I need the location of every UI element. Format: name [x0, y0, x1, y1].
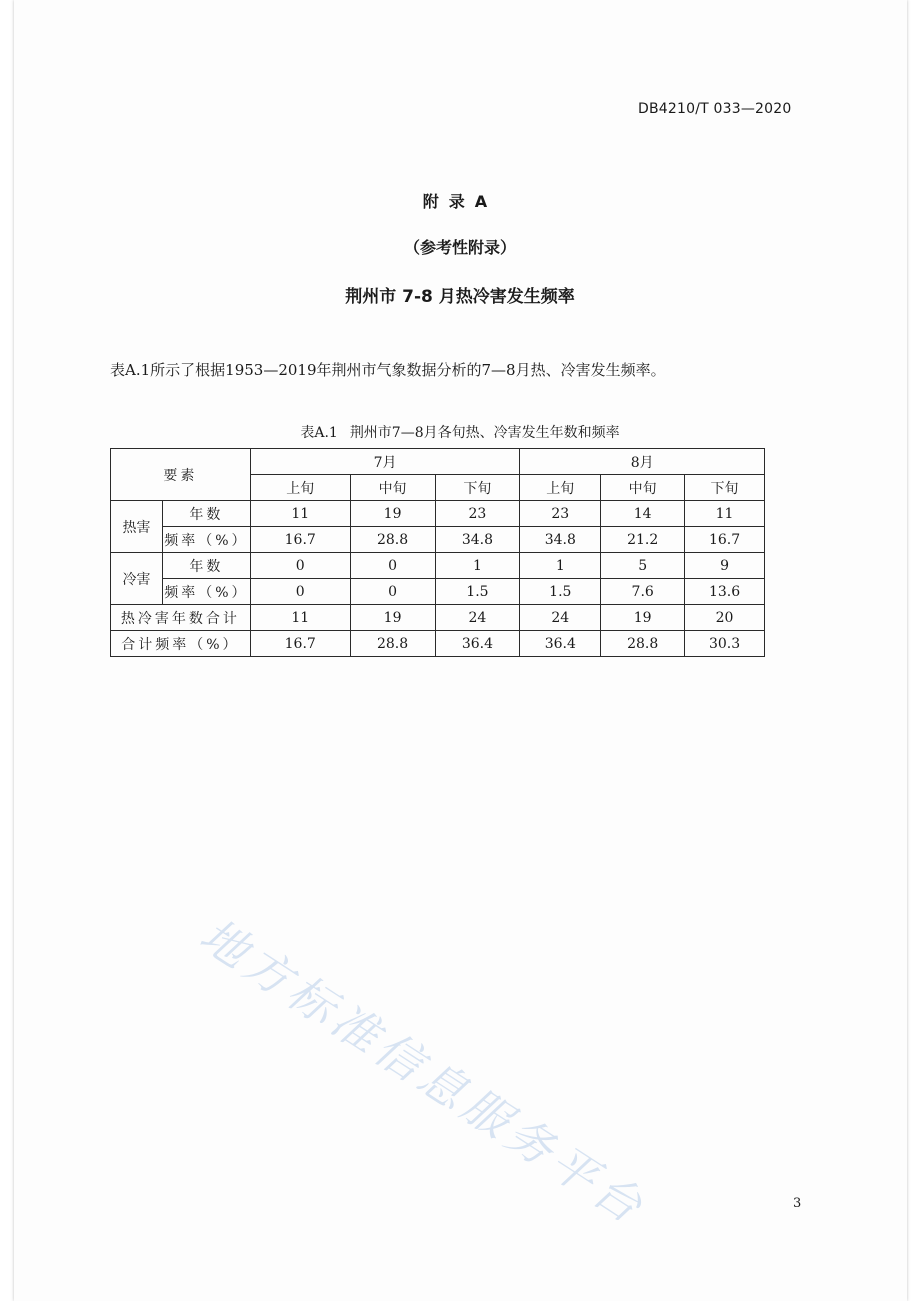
table-cell: 19	[350, 501, 435, 527]
table-cell: 11	[250, 501, 350, 527]
table-cell: 24	[435, 605, 520, 631]
table-cell: 1.5	[520, 579, 601, 605]
period-header: 上旬	[250, 475, 350, 501]
total-label: 合计频率（%）	[111, 631, 251, 657]
row-label: 频率（%）	[162, 579, 250, 605]
table-cell: 1.5	[435, 579, 520, 605]
table-cell: 0	[350, 579, 435, 605]
table-cell: 11	[685, 501, 765, 527]
document-code: DB4210/T 033—2020	[638, 101, 792, 117]
table-row	[111, 605, 765, 631]
frequency-table	[110, 448, 765, 657]
appendix-title: 荆州市 7-8 月热冷害发生频率	[345, 287, 575, 307]
group-label: 冷害	[111, 553, 163, 605]
table-cell: 36.4	[520, 631, 601, 657]
factor-header: 要素	[111, 449, 251, 501]
row-label: 年数	[162, 553, 250, 579]
table-row	[111, 501, 765, 527]
period-header: 上旬	[520, 475, 601, 501]
month-header: 7月	[250, 449, 520, 475]
table-cell: 19	[601, 605, 685, 631]
row-label: 年数	[162, 501, 250, 527]
table-cell: 24	[520, 605, 601, 631]
table-cell: 36.4	[435, 631, 520, 657]
table-cell: 0	[250, 579, 350, 605]
table-cell: 28.8	[601, 631, 685, 657]
total-label: 热冷害年数合计	[111, 605, 251, 631]
period-header: 中旬	[350, 475, 435, 501]
appendix-type: （参考性附录）	[403, 238, 516, 257]
table-cell: 28.8	[350, 527, 435, 553]
table-cell: 16.7	[685, 527, 765, 553]
table-cell: 19	[350, 605, 435, 631]
appendix-heading: 附录A	[422, 192, 498, 211]
table-cell: 13.6	[685, 579, 765, 605]
period-header: 下旬	[685, 475, 765, 501]
table-cell: 21.2	[601, 527, 685, 553]
table-cell: 9	[685, 553, 765, 579]
table-cell: 16.7	[250, 631, 350, 657]
table-caption-text: 荆州市7—8月各旬热、冷害发生年数和频率	[349, 425, 620, 441]
table-cell: 20	[685, 605, 765, 631]
table-cell: 23	[520, 501, 601, 527]
table-caption	[0, 422, 920, 442]
table-header-row	[111, 449, 765, 475]
table-row	[111, 553, 765, 579]
table-row	[111, 631, 765, 657]
table-cell: 0	[350, 553, 435, 579]
intro-paragraph: 表A.1所示了根据1953—2019年荆州市气象数据分析的7—8月热、冷害发生频率。	[110, 361, 666, 379]
table-cell: 23	[435, 501, 520, 527]
table-cell: 11	[250, 605, 350, 631]
table-cell: 16.7	[250, 527, 350, 553]
table-cell: 1	[435, 553, 520, 579]
table-cell: 34.8	[520, 527, 601, 553]
table-cell: 0	[250, 553, 350, 579]
period-header: 中旬	[601, 475, 685, 501]
table-cell: 5	[601, 553, 685, 579]
table-cell: 1	[520, 553, 601, 579]
row-label: 频率（%）	[162, 527, 250, 553]
group-label: 热害	[111, 501, 163, 553]
table-cell: 7.6	[601, 579, 685, 605]
table-cell: 14	[601, 501, 685, 527]
page-number: 3	[793, 1196, 802, 1211]
table-row	[111, 579, 765, 605]
table-cell: 30.3	[685, 631, 765, 657]
table-cell: 28.8	[350, 631, 435, 657]
table-caption-number: 表A.1	[300, 425, 338, 441]
table-row	[111, 527, 765, 553]
watermark: 地方标准信息服务平台	[190, 907, 657, 1237]
table-cell: 34.8	[435, 527, 520, 553]
month-header: 8月	[520, 449, 765, 475]
period-header: 下旬	[435, 475, 520, 501]
